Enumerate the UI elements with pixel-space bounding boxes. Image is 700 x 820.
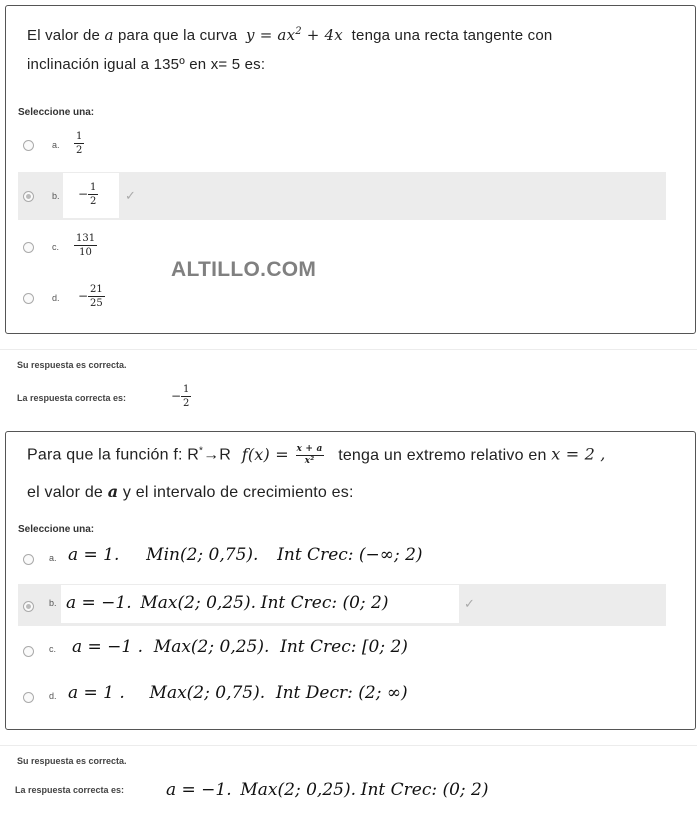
- q1-radio-c[interactable]: [23, 242, 34, 253]
- correct-answer-fraction: [181, 383, 191, 410]
- q1-option-b-fraction: [88, 181, 98, 208]
- q2-option-b-expression: [66, 593, 389, 613]
- q1-eq-left: y = ax: [246, 26, 296, 44]
- q2-option-d[interactable]: [18, 674, 666, 718]
- fraction-denominator: 2: [90, 196, 97, 207]
- q2-option-b-extremum: Max(2; 0,25).: [140, 593, 256, 613]
- q2-text-line2-start: el valor de: [27, 484, 104, 501]
- fraction-denominator: 25: [90, 298, 103, 309]
- q1-option-letter: d.: [52, 293, 60, 303]
- q2-option-d-expression: [68, 683, 408, 703]
- q1-text-end: tenga una recta tangente con: [351, 27, 553, 44]
- q2-domain-superscript: *: [199, 445, 204, 457]
- question-1-line-1: [27, 26, 552, 44]
- q1-option-c[interactable]: [18, 223, 666, 271]
- q2-option-a[interactable]: [18, 536, 666, 580]
- q2-option-c-expression: [72, 637, 408, 657]
- q1-option-c-fraction: [74, 232, 97, 259]
- question-2-panel: [5, 431, 696, 730]
- q1-text-start: El valor de: [27, 27, 101, 44]
- q1-option-letter: c.: [52, 242, 60, 252]
- fraction-numerator: 1: [76, 131, 83, 142]
- q2-text-mid: tenga un extremo relativo en: [338, 446, 547, 464]
- q2-radio-a[interactable]: [23, 554, 34, 565]
- q2-arrow-codomain: →R: [203, 446, 232, 464]
- q2-radio-d[interactable]: [23, 692, 34, 703]
- q2-option-b-value: a = −1.: [66, 593, 132, 613]
- q2-option-letter: b.: [49, 598, 57, 608]
- q1-radio-b[interactable]: [23, 191, 34, 202]
- q2-text-line2-end: y el intervalo de crecimiento es:: [122, 484, 354, 501]
- q2-option-c-extremum: Max(2; 0,25).: [153, 637, 270, 657]
- question-1-feedback: [0, 349, 697, 422]
- question-1-panel: [5, 5, 696, 334]
- q1-equation: [246, 26, 343, 44]
- q2-option-a-value: a = 1.: [68, 545, 120, 565]
- q1-option-a[interactable]: [18, 121, 666, 169]
- q2-option-letter: d.: [49, 691, 57, 701]
- fraction-numerator: 1: [183, 384, 190, 395]
- q1-option-b-sign: −: [78, 187, 89, 201]
- q2-option-c-interval: Int Crec: [0; 2): [280, 637, 408, 657]
- q1-option-d[interactable]: [18, 274, 666, 322]
- question-2-line-2: [27, 482, 354, 502]
- q1-option-a-fraction: [74, 130, 84, 157]
- fraction-denominator: 2: [183, 398, 190, 409]
- q1-option-letter: a.: [52, 140, 60, 150]
- q1-eq-right: + 4x: [306, 26, 343, 44]
- correct-answer-label: La respuesta correcta es:: [15, 785, 125, 795]
- q1-option-letter: b.: [52, 191, 60, 201]
- q1-option-b[interactable]: [18, 172, 666, 220]
- q1-eq-exponent: 2: [295, 26, 302, 37]
- question-2-feedback: [0, 745, 697, 820]
- q2-option-letter: a.: [49, 553, 57, 563]
- fraction-denominator: 2: [76, 145, 83, 156]
- select-one-label: Seleccione una:: [18, 107, 95, 118]
- q2-option-c[interactable]: [18, 628, 666, 672]
- q1-text-mid: para que la curva: [117, 27, 238, 44]
- q2-option-d-value: a = 1 .: [68, 683, 125, 703]
- q2-var-a: a: [107, 482, 119, 501]
- q2-option-a-interval: Int Crec: (−∞; 2): [277, 545, 423, 565]
- feedback-status: Su respuesta es correcta.: [17, 360, 127, 370]
- correct-answer-expression: [166, 780, 489, 800]
- q1-option-d-sign: −: [78, 289, 89, 303]
- correct-answer-interval: Int Crec: (0; 2): [360, 780, 489, 800]
- correct-answer-label: La respuesta correcta es:: [17, 393, 127, 403]
- fraction-numerator: 131: [76, 233, 96, 244]
- fraction-denominator: x²: [304, 456, 315, 466]
- q2-radio-c[interactable]: [23, 646, 34, 657]
- q2-option-a-extremum: Min(2; 0,75).: [146, 545, 259, 565]
- feedback-status: Su respuesta es correcta.: [17, 756, 127, 766]
- q2-radio-b[interactable]: [23, 601, 34, 612]
- q1-option-d-fraction: [88, 283, 105, 310]
- correct-answer-sign: −: [171, 389, 182, 403]
- q2-function-label: f(x) =: [241, 444, 289, 464]
- question-2-line-1: [27, 444, 606, 467]
- q2-option-a-expression: [68, 545, 423, 565]
- fraction-denominator: 10: [79, 247, 92, 258]
- fraction-numerator: 1: [90, 182, 97, 193]
- q2-option-b[interactable]: [18, 584, 666, 626]
- fraction-numerator: 21: [90, 284, 103, 295]
- correct-answer-value: a = −1.: [166, 780, 232, 800]
- correct-answer-extremum: Max(2; 0,25).: [240, 780, 356, 800]
- q2-option-d-extremum: Max(2; 0,75).: [149, 683, 266, 703]
- correct-check-icon: ✓: [464, 596, 475, 611]
- q2-x-value: x = 2 ,: [551, 444, 606, 464]
- watermark-logo: ALTILLO.COM: [171, 258, 317, 281]
- fraction-numerator: x + a: [296, 444, 323, 454]
- q2-option-b-interval: Int Crec: (0; 2): [260, 593, 389, 613]
- q2-option-letter: c.: [49, 644, 57, 654]
- select-one-label: Seleccione una:: [18, 524, 95, 535]
- q2-option-c-value: a = −1 .: [72, 637, 144, 657]
- q1-radio-a[interactable]: [23, 140, 34, 151]
- q1-radio-d[interactable]: [23, 293, 34, 304]
- q1-var-a: a: [104, 26, 114, 44]
- question-1-line-2: inclinación igual a 135º en x= 5 es:: [27, 56, 266, 73]
- q2-function-fraction: [296, 444, 324, 467]
- q2-option-d-interval: Int Decr: (2; ∞): [275, 683, 408, 703]
- q2-text-start: Para que la función f: R: [27, 446, 200, 464]
- correct-check-icon: ✓: [125, 188, 136, 203]
